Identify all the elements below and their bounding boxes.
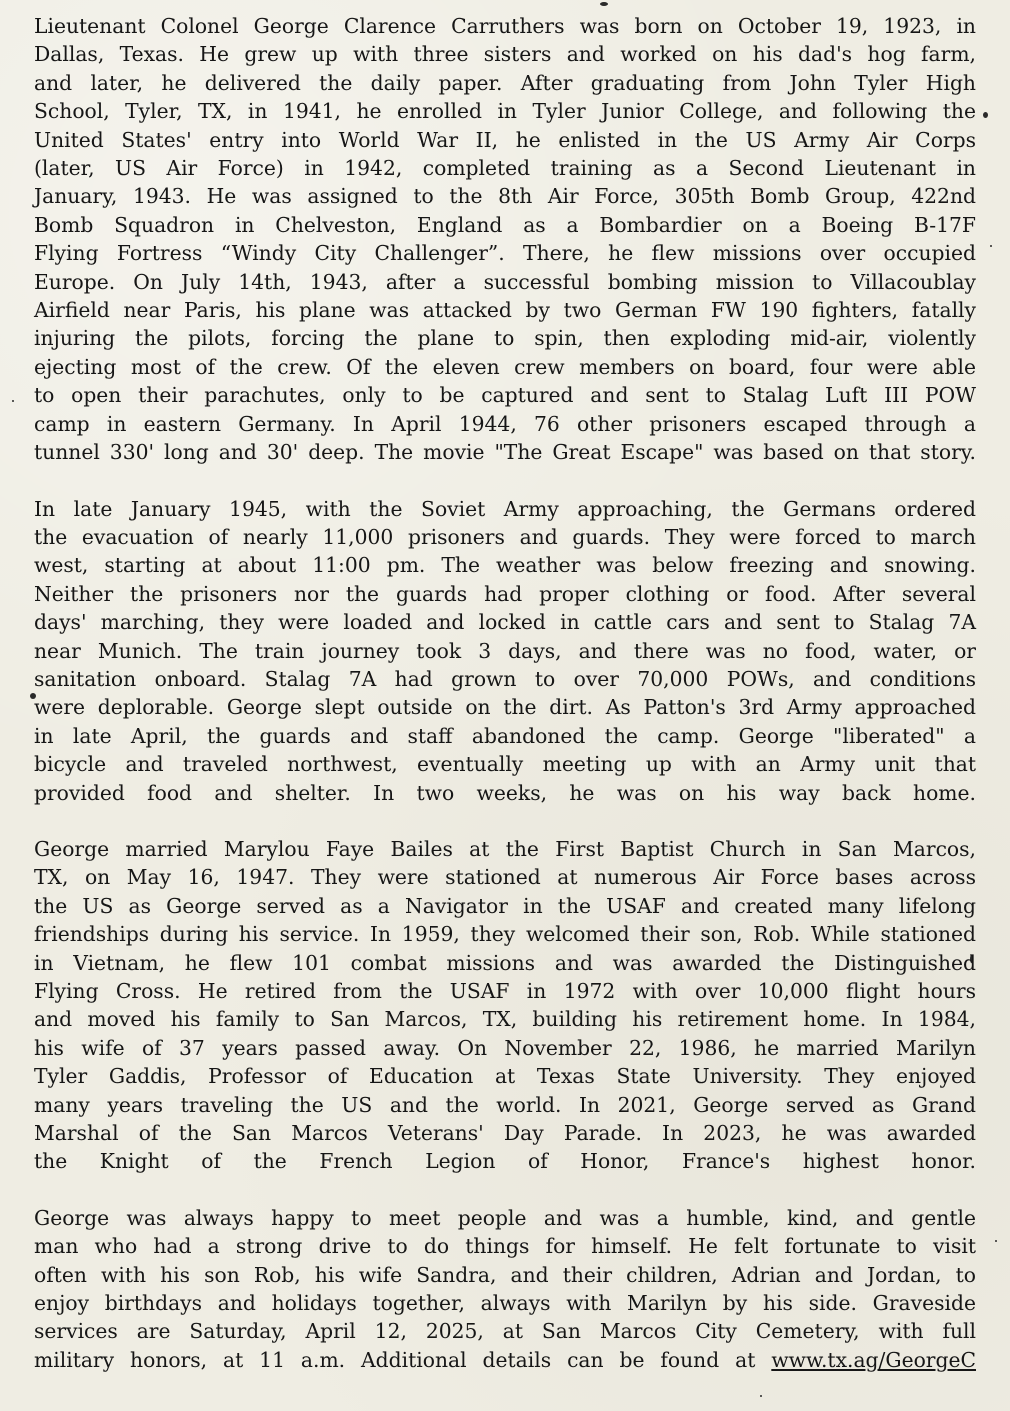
text-line: Neither the prisoners nor the guards had proper clothing or food. After several bbox=[34, 581, 976, 606]
text-line: days' marching, they were loaded and locked in cattle cars and sent to Stalag 7A bbox=[34, 610, 976, 635]
dust-speck bbox=[995, 1240, 997, 1242]
text-line: bicycle and traveled northwest, eventually meeting up with an Army unit that bbox=[34, 752, 976, 777]
text-line: ejecting most of the crew. Of the eleven crew members on board, four were able bbox=[34, 354, 976, 379]
text-line: his wife of 37 years passed away. On November 22, 1986, he married Marilyn bbox=[34, 1035, 976, 1060]
text-line: Bomb Squadron in Chelveston, England as a Bombardier on a Boeing B-17F bbox=[34, 212, 976, 237]
paragraph-career-family bbox=[34, 835, 976, 1176]
text-line: man who had a strong drive to do things for himself. He felt fortunate to visit bbox=[34, 1234, 976, 1259]
text-line: provided food and shelter. In two weeks, he was on his way back home. bbox=[34, 780, 976, 805]
text-line: United States' entry into World War II, he enlisted in the US Army Air Corps bbox=[34, 127, 976, 152]
details-link[interactable]: www.tx.ag/GeorgeC bbox=[771, 1347, 976, 1372]
text-line: the Knight of the French Legion of Honor, France's highest honor. bbox=[34, 1149, 976, 1174]
text-line: tunnel 330' long and 30' deep. The movie "The Great Escape" was based on that story. bbox=[34, 440, 976, 465]
text-line: In late January 1945, with the Soviet Army approaching, the Germans ordered bbox=[34, 496, 976, 521]
text-line: west, starting at about 11:00 pm. The weather was below freezing and snowing. bbox=[34, 553, 976, 578]
text-line: friendships during his service. In 1959, they welcomed their son, Rob. While stationed bbox=[34, 922, 976, 947]
text-line: School, Tyler, TX, in 1941, he enrolled in Tyler Junior College, and following the bbox=[34, 99, 976, 124]
text-line: George was always happy to meet people and was a humble, kind, and gentle bbox=[34, 1205, 976, 1230]
paragraph-pow-march bbox=[34, 495, 976, 807]
dust-speck bbox=[600, 2, 608, 6]
paragraph-early-life bbox=[34, 12, 976, 467]
text-line: enjoy birthdays and holidays together, always with Marilyn by his side. Graveside bbox=[34, 1291, 976, 1316]
paragraph-character-services bbox=[34, 1204, 976, 1374]
dust-speck bbox=[990, 245, 992, 247]
text-line: were deplorable. George slept outside on the dirt. As Patton's 3rd Army approached bbox=[34, 695, 976, 720]
text-line: and later, he delivered the daily paper. After graduating from John Tyler High bbox=[34, 70, 976, 95]
text-line: (later, US Air Force) in 1942, completed training as a Second Lieutenant in bbox=[34, 156, 976, 181]
obituary-text bbox=[34, 12, 976, 1402]
text-line: to open their parachutes, only to be captured and sent to Stalag Luft III POW bbox=[34, 383, 976, 408]
text-line: camp in eastern Germany. In April 1944, 76 other prisoners escaped through a bbox=[34, 411, 976, 436]
text-line: and moved his family to San Marcos, TX, building his retirement home. In 1984, bbox=[34, 1007, 976, 1032]
text-line: Europe. On July 14th, 1943, after a successful bombing mission to Villacoublay bbox=[34, 269, 976, 294]
text-line: the evacuation of nearly 11,000 prisoners and guards. They were forced to march bbox=[34, 524, 976, 549]
text-line: in Vietnam, he flew 101 combat missions and was awarded the Distinguished bbox=[34, 950, 976, 975]
text-line: Marshal of the San Marcos Veterans' Day Parade. In 2023, he was awarded bbox=[34, 1121, 976, 1146]
text-line: Lieutenant Colonel George Clarence Carruthers was born on October 19, 1923, in bbox=[34, 14, 976, 38]
text-line: many years traveling the US and the world. In 2021, George served as Grand bbox=[34, 1092, 976, 1117]
text-line: sanitation onboard. Stalag 7A had grown to over 70,000 POWs, and conditions bbox=[34, 666, 976, 691]
final-line-text: military honors, at 11 a.m. Additional details can be found at bbox=[34, 1347, 756, 1372]
text-line: often with his son Rob, his wife Sandra, and their children, Adrian and Jordan, to bbox=[34, 1262, 976, 1287]
text-line: injuring the pilots, forcing the plane to spin, then exploding mid-air, violently bbox=[34, 326, 976, 351]
dust-speck bbox=[12, 400, 14, 402]
text-line: services are Saturday, April 12, 2025, at San Marcos City Cemetery, with full bbox=[34, 1319, 976, 1344]
text-line: TX, on May 16, 1947. They were stationed at numerous Air Force bases across bbox=[34, 865, 976, 890]
text-line: Airfield near Paris, his plane was attacked by two German FW 190 fighters, fatally bbox=[34, 298, 976, 323]
text-line: January, 1943. He was assigned to the 8th Air Force, 305th Bomb Group, 422nd bbox=[34, 184, 976, 209]
text-line: in late April, the guards and staff abandoned the camp. George "liberated" a bbox=[34, 723, 976, 748]
text-line: Tyler Gaddis, Professor of Education at Texas State University. They enjoyed bbox=[34, 1064, 976, 1089]
text-line: Flying Cross. He retired from the USAF in 1972 with over 10,000 flight hours bbox=[34, 979, 976, 1003]
final-text-line bbox=[34, 1346, 976, 1374]
text-line: George married Marylou Faye Bailes at the First Baptist Church in San Marcos, bbox=[34, 836, 976, 861]
dust-speck bbox=[983, 112, 988, 118]
text-line: Dallas, Texas. He grew up with three sisters and worked on his dad's hog farm, bbox=[34, 42, 976, 67]
text-line: Flying Fortress “Windy City Challenger”. There, he flew missions over occupied bbox=[34, 241, 976, 266]
text-line: the US as George served as a Navigator in the USAF and created many lifelong bbox=[34, 893, 976, 918]
text-line: near Munich. The train journey took 3 days, and there was no food, water, or bbox=[34, 638, 976, 663]
